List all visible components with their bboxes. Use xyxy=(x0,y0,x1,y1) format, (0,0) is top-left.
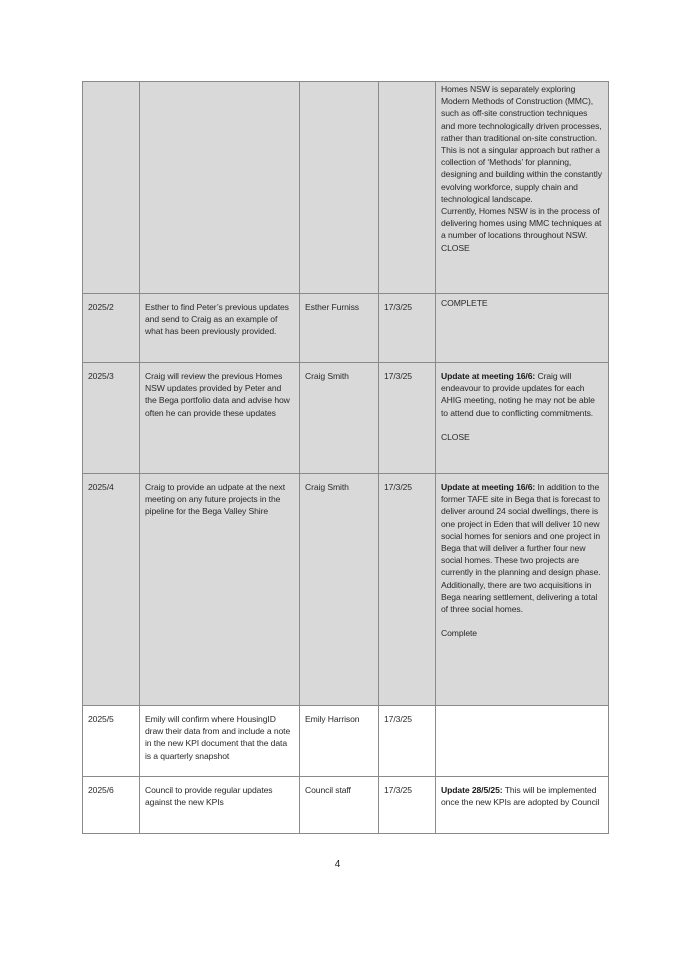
status-cell xyxy=(436,82,609,294)
action-cell: Craig will review the previous Homes NSW updates provided by Peter and the Bega portfolio data and advise how often he can provide these updates xyxy=(140,363,300,474)
status-cell xyxy=(436,474,609,706)
responsible-cell: Council staff xyxy=(300,777,379,834)
table-row xyxy=(83,82,609,294)
status-cell: COMPLETE xyxy=(436,294,609,363)
update-paragraph xyxy=(441,370,603,419)
status-cell xyxy=(436,706,609,777)
action-cell: Esther to find Peter’s previous updates and send to Craig as an example of what has been previously provided. xyxy=(140,294,300,363)
update-paragraph xyxy=(441,784,603,808)
status-cell xyxy=(436,777,609,834)
item-id-cell: 2025/4 xyxy=(83,474,140,706)
date-cell: 17/3/25 xyxy=(379,777,436,834)
status-close: CLOSE xyxy=(441,242,470,253)
status-cell xyxy=(436,363,609,474)
update-text: This will be implemented once the new KPIs are adopted by Council xyxy=(441,785,600,808)
update-text: In addition to the former TAFE site in Bega that is forecast to deliver around 24 social dwellings, there is one project in Eden that will deliver 10 new social homes for seniors and one project in Bega that will deliver a further four new social homes. These two projects are currently in the planning and design phase. Additionally, there are two acquisitions in Bega nearing settlement, delivering a total of three social homes. xyxy=(441,482,601,615)
item-id-cell: 2025/2 xyxy=(83,294,140,363)
responsible-cell: Craig Smith xyxy=(300,474,379,706)
status-close: CLOSE xyxy=(441,431,470,442)
item-id-cell: 2025/3 xyxy=(83,363,140,474)
responsible-cell xyxy=(300,82,379,294)
responsible-cell: Craig Smith xyxy=(300,363,379,474)
status-paragraph: Currently, Homes NSW is in the process of delivering homes using MMC techniques at a number of locations throughout NSW. xyxy=(441,206,602,241)
date-cell: 17/3/25 xyxy=(379,294,436,363)
status-paragraph: This is not a singular approach but rather a collection of ‘Methods’ for planning, designing and building within the constantly evolving workforce, supply chain and technological landscape. xyxy=(441,145,602,204)
update-label: Update at meeting 16/6: xyxy=(441,371,536,381)
action-items-table xyxy=(82,81,609,834)
table-row xyxy=(83,706,609,777)
update-label: Update at meeting 16/6: xyxy=(441,482,536,492)
table-row xyxy=(83,294,609,363)
action-cell: Craig to provide an udpate at the next meeting on any future projects in the pipeline for the Bega Valley Shire xyxy=(140,474,300,706)
date-cell: 17/3/25 xyxy=(379,363,436,474)
date-cell: 17/3/25 xyxy=(379,474,436,706)
table-row xyxy=(83,777,609,834)
table-row xyxy=(83,474,609,706)
action-cell: Emily will confirm where HousingID draw their data from and include a note in the new KPI document that the data is a quarterly snapshot xyxy=(140,706,300,777)
date-cell xyxy=(379,82,436,294)
responsible-cell: Esther Furniss xyxy=(300,294,379,363)
item-id-cell: 2025/5 xyxy=(83,706,140,777)
action-cell xyxy=(140,82,300,294)
action-cell: Council to provide regular updates against the new KPIs xyxy=(140,777,300,834)
item-id-cell xyxy=(83,82,140,294)
page-number: 4 xyxy=(334,859,341,870)
update-label: Update 28/5/25: xyxy=(441,785,503,795)
status-complete: Complete xyxy=(441,628,477,639)
item-id-cell: 2025/6 xyxy=(83,777,140,834)
update-paragraph xyxy=(441,481,603,615)
date-cell: 17/3/25 xyxy=(379,706,436,777)
update-text: Craig will endeavour to provide updates for each AHIG meeting, noting he may not be able to attend due to conflicting commitments. xyxy=(441,371,595,418)
status-paragraph: Homes NSW is separately exploring Modern Methods of Construction (MMC), such as off-site construction techniques and more technologically driven processes, rather than traditional on-site construction. xyxy=(441,84,602,143)
responsible-cell: Emily Harrison xyxy=(300,706,379,777)
table-row xyxy=(83,363,609,474)
